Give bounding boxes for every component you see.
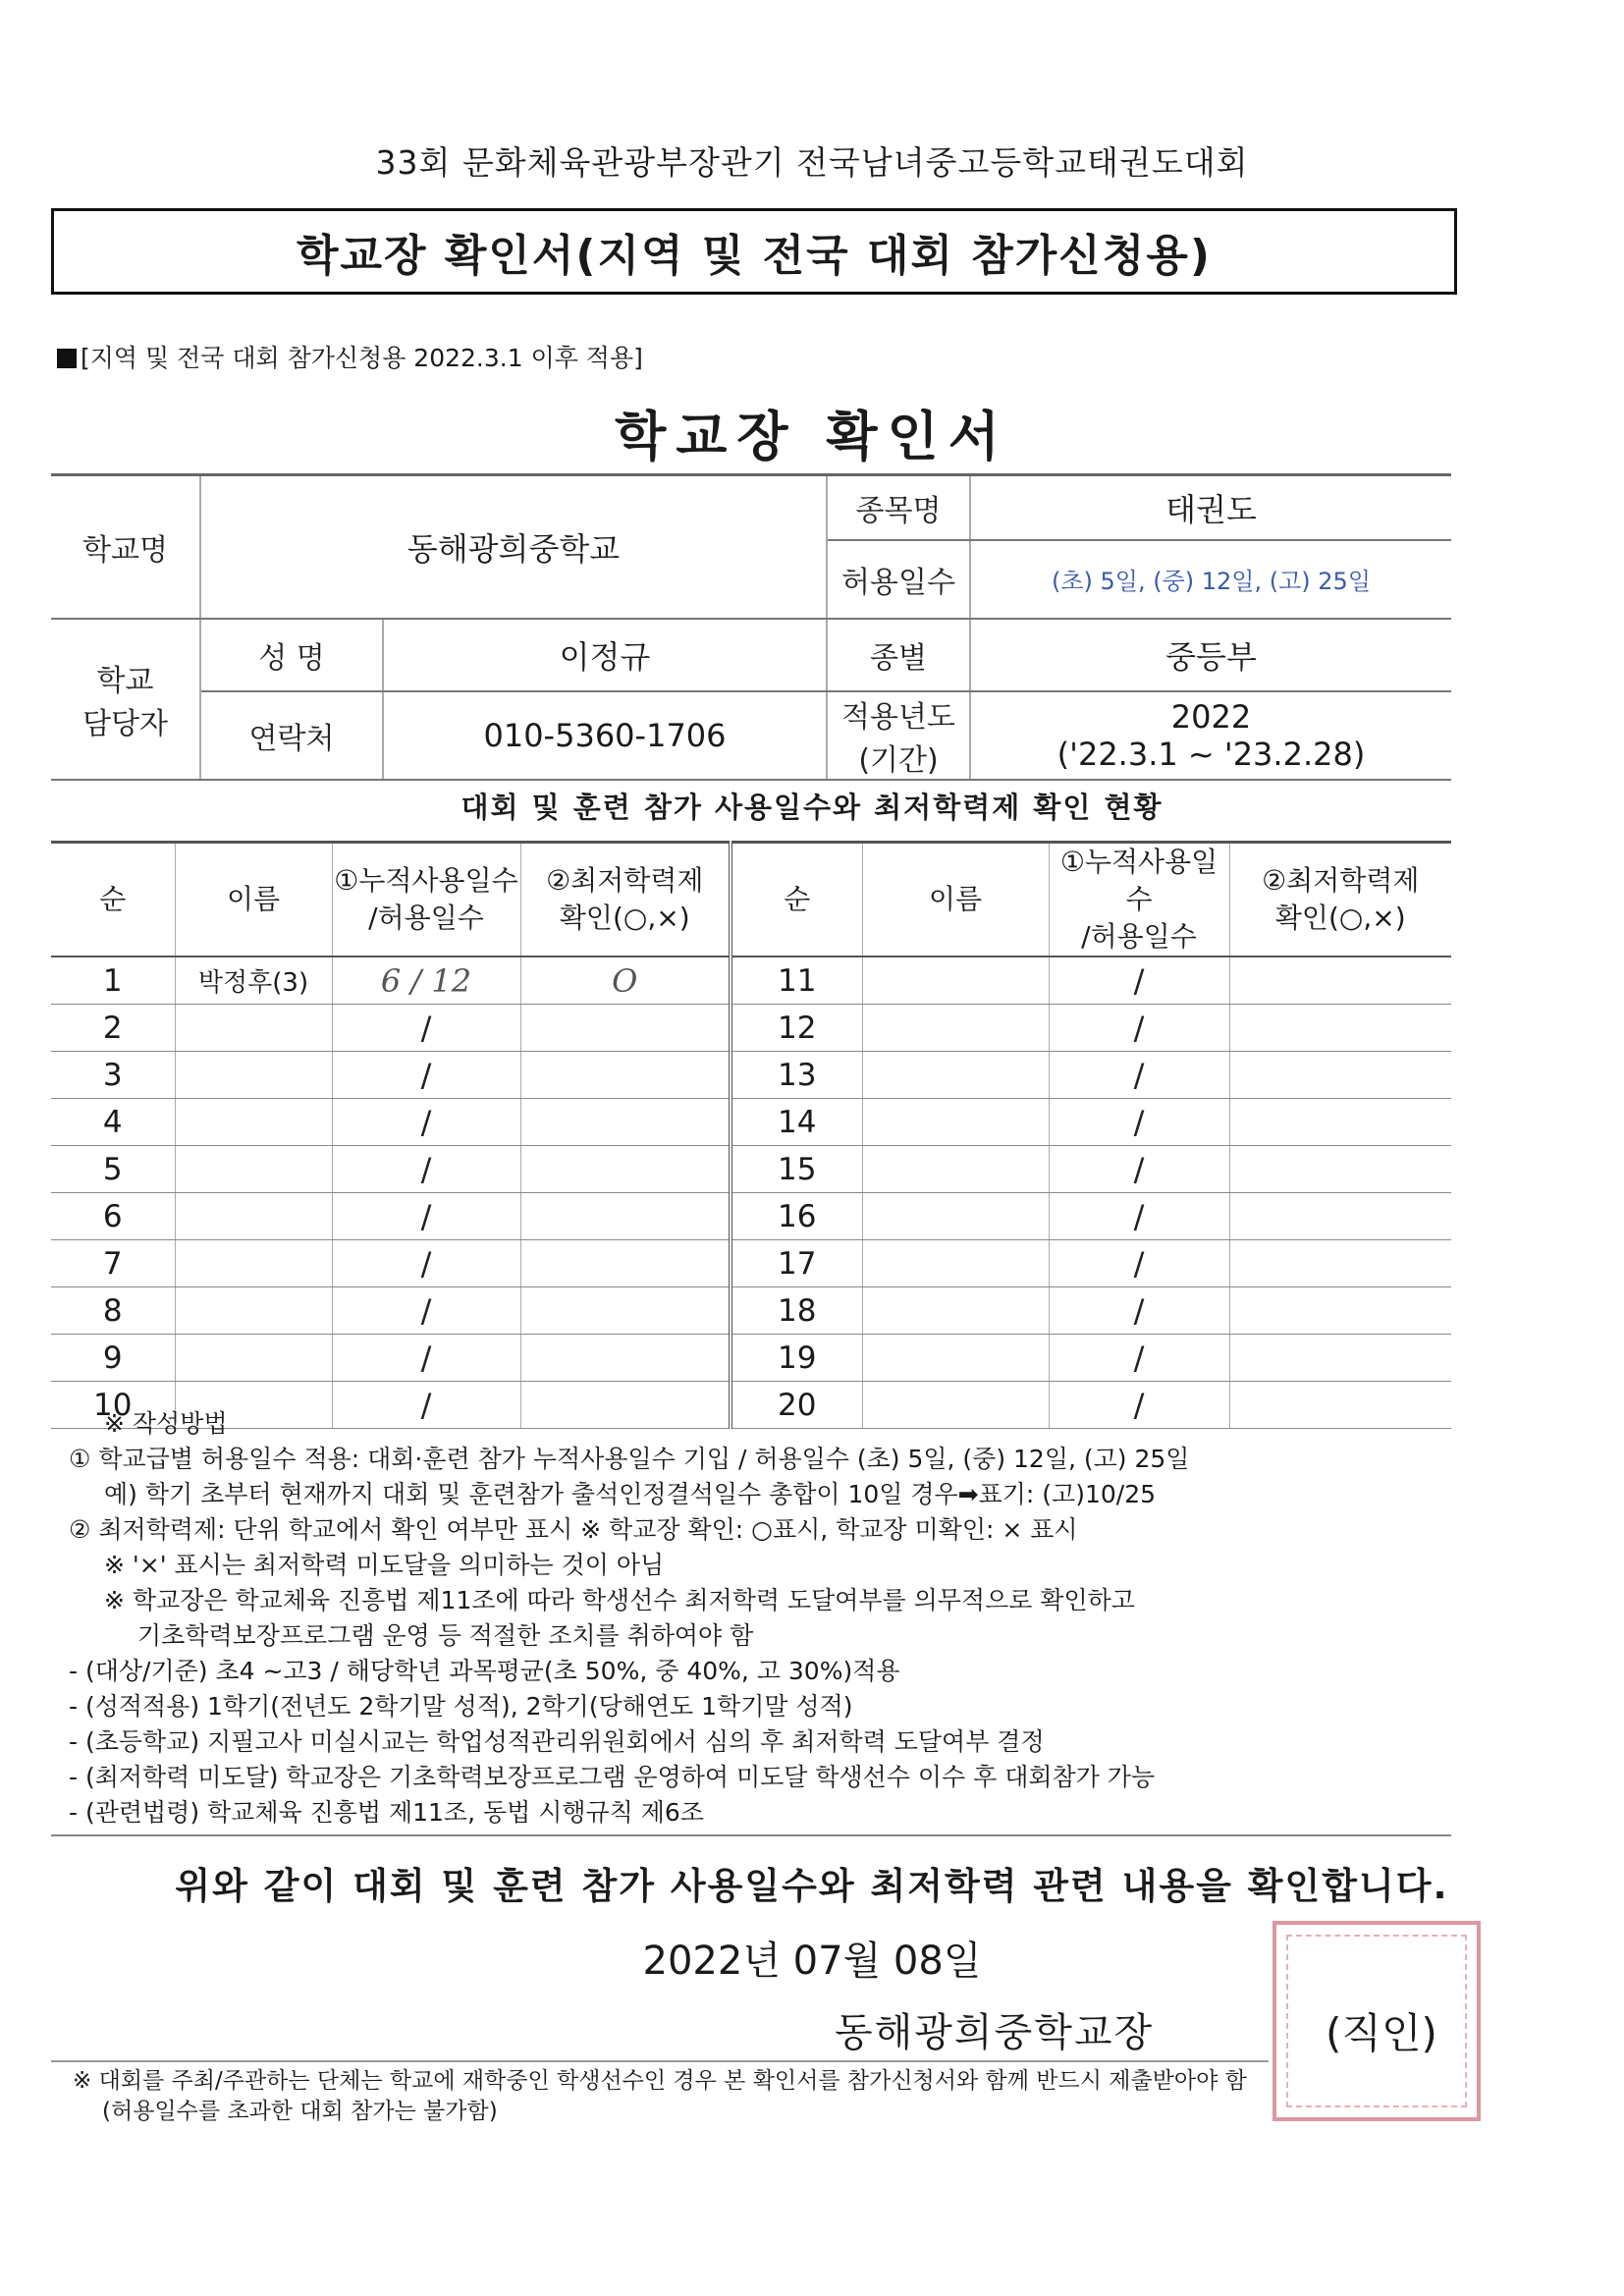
note-item: ※ 학교장은 학교체육 진흥법 제11조에 따라 학생선수 최저학력 도달여부를 의무적으로 확인하고 bbox=[104, 1586, 1135, 1614]
achievement-check-left bbox=[520, 1240, 731, 1287]
principal-name: 동해광희중학교장 bbox=[835, 2010, 1155, 2055]
row-number-left: 9 bbox=[51, 1335, 175, 1382]
table-row bbox=[51, 1052, 1451, 1099]
usage-days-left: / bbox=[332, 1146, 520, 1193]
student-name-left bbox=[175, 1193, 332, 1240]
row-number-left: 8 bbox=[51, 1287, 175, 1335]
division-value: 중등부 bbox=[970, 619, 1451, 691]
usage-days-right: / bbox=[1049, 1146, 1229, 1193]
usage-days-left: / bbox=[332, 1052, 520, 1099]
usage-days-left: 6 / 12 bbox=[332, 957, 520, 1005]
row-number-left: 3 bbox=[51, 1052, 175, 1099]
allowed-days-label: 허용일수 bbox=[827, 540, 970, 619]
student-name-left bbox=[175, 1240, 332, 1287]
achievement-check-right bbox=[1229, 1335, 1451, 1382]
student-name-left bbox=[175, 1052, 332, 1099]
header-no-left: 순 bbox=[51, 843, 175, 957]
usage-days-right: / bbox=[1049, 957, 1229, 1005]
issue-date: 2022년 07월 08일 bbox=[642, 1939, 982, 1984]
apply-year-label-line1: 적용년도 bbox=[841, 699, 955, 735]
row-number-right: 20 bbox=[731, 1382, 862, 1429]
row-number-left: 7 bbox=[51, 1240, 175, 1287]
usage-days-left: / bbox=[332, 1287, 520, 1335]
header-achievement-left bbox=[520, 843, 731, 957]
contact-person-label bbox=[51, 619, 200, 780]
sport-value: 태권도 bbox=[970, 475, 1451, 540]
allowed-days-value: (초) 5일, (중) 12일, (고) 25일 bbox=[970, 540, 1451, 619]
school-label: 학교명 bbox=[51, 475, 200, 619]
usage-days-right: / bbox=[1049, 1335, 1229, 1382]
achievement-check-left bbox=[520, 1287, 731, 1335]
header-ach-line1: ②최저학력제 bbox=[546, 864, 704, 897]
phone-label: 연락처 bbox=[200, 691, 383, 780]
student-name-right bbox=[862, 1287, 1049, 1335]
note-item: ② 최저학력제: 단위 학교에서 확인 여부만 표시 ※ 학교장 확인: ○표시, 학교장 미확인: × 표시 bbox=[69, 1515, 1078, 1544]
table-row bbox=[51, 1335, 1451, 1382]
sport-label: 종목명 bbox=[827, 475, 970, 540]
table-row bbox=[51, 1287, 1451, 1335]
note-item: ※ '×' 표시는 최저학력 미도달을 의미하는 것이 아님 bbox=[104, 1551, 665, 1579]
usage-days-left: / bbox=[332, 1240, 520, 1287]
achievement-check-right bbox=[1229, 1052, 1451, 1099]
student-name-left bbox=[175, 1005, 332, 1052]
achievement-check-right bbox=[1229, 1193, 1451, 1240]
application-note bbox=[57, 339, 643, 374]
header-days-line2: /허용일수 bbox=[1081, 920, 1197, 953]
achievement-check-left bbox=[520, 1005, 731, 1052]
table-row bbox=[51, 1193, 1451, 1240]
row-number-right: 17 bbox=[731, 1240, 862, 1287]
student-name-right bbox=[862, 1146, 1049, 1193]
contact-label-line1: 학교 bbox=[96, 663, 154, 698]
achievement-check-right bbox=[1229, 957, 1451, 1005]
usage-days-right: / bbox=[1049, 1099, 1229, 1146]
student-name-right bbox=[862, 1335, 1049, 1382]
row-number-right: 14 bbox=[731, 1099, 862, 1146]
achievement-check-right bbox=[1229, 1287, 1451, 1335]
row-number-right: 11 bbox=[731, 957, 862, 1005]
header-name-left: 이름 bbox=[175, 843, 332, 957]
name-value: 이정규 bbox=[383, 619, 827, 691]
achievement-check-right bbox=[1229, 1146, 1451, 1193]
student-name-right bbox=[862, 1005, 1049, 1052]
row-number-right: 12 bbox=[731, 1005, 862, 1052]
header-days-left bbox=[332, 843, 520, 957]
achievement-check-right bbox=[1229, 1005, 1451, 1052]
usage-days-left: / bbox=[332, 1193, 520, 1240]
footnote-line1: ※ 대회를 주최/주관하는 단체는 학교에 재학중인 학생선수인 경우 본 확인서를 참가신청서와 함께 반드시 제출받아야 함 bbox=[73, 2068, 1247, 2094]
note-item: - (대상/기준) 초4 ~고3 / 해당학년 과목평균(초 50%, 중 40%, 고 30%)적용 bbox=[69, 1657, 900, 1685]
note-item: - (관련법령) 학교체육 진흥법 제11조, 동법 시행규칙 제6조 bbox=[69, 1798, 704, 1827]
name-label: 성 명 bbox=[200, 619, 383, 691]
table-row bbox=[51, 1240, 1451, 1287]
event-title: 33회 문화체육관광부장관기 전국남녀중고등학교태권도대회 bbox=[375, 143, 1249, 182]
apply-year-value bbox=[970, 691, 1451, 780]
header-ach-line2: 확인(○,×) bbox=[559, 902, 690, 934]
phone-value: 010-5360-1706 bbox=[383, 691, 827, 780]
note-item: 예) 학기 초부터 현재까지 대회 및 훈련참가 출석인정결석일수 총합이 10일 경우➡표기: (고)10/25 bbox=[104, 1480, 1157, 1508]
row-number-left: 4 bbox=[51, 1099, 175, 1146]
notes-heading: ※ 작성방법 bbox=[104, 1409, 228, 1438]
achievement-check-left bbox=[520, 1052, 731, 1099]
row-number-right: 18 bbox=[731, 1287, 862, 1335]
usage-days-right: / bbox=[1049, 1005, 1229, 1052]
apply-year-value-line2: ('22.3.1 ~ '23.2.28) bbox=[1056, 735, 1366, 773]
row-number-right: 19 bbox=[731, 1335, 862, 1382]
header-no-right: 순 bbox=[731, 843, 862, 957]
header-days-line2: /허용일수 bbox=[368, 902, 484, 934]
application-note-text: [지역 및 전국 대회 참가신청용 2022.3.1 이후 적용] bbox=[81, 344, 643, 372]
row-number-right: 16 bbox=[731, 1193, 862, 1240]
student-name-right bbox=[862, 957, 1049, 1005]
confirmation-statement: 위와 같이 대회 및 훈련 참가 사용일수와 최저학력 관련 내용을 확인합니다. bbox=[175, 1865, 1449, 1907]
section-title: 대회 및 훈련 참가 사용일수와 최저학력제 확인 현황 bbox=[460, 791, 1164, 824]
header-days-line1: ①누적사용일수 bbox=[1059, 846, 1218, 915]
division-label: 종별 bbox=[827, 619, 970, 691]
usage-days-left: / bbox=[332, 1005, 520, 1052]
header-ach-line2: 확인(○,×) bbox=[1274, 902, 1406, 934]
note-item: - (최저학력 미도달) 학교장은 기초학력보장프로그램 운영하여 미도달 학생선수 이수 후 대회참가 가능 bbox=[69, 1763, 1156, 1791]
header-name-right: 이름 bbox=[862, 843, 1049, 957]
usage-days-left: / bbox=[332, 1099, 520, 1146]
table-row bbox=[51, 1099, 1451, 1146]
apply-year-label bbox=[827, 691, 970, 780]
footnote-line2: (허용일수를 초과한 대회 참가는 불가함) bbox=[102, 2099, 498, 2124]
usage-days-right: / bbox=[1049, 1052, 1229, 1099]
usage-days-left: / bbox=[332, 1335, 520, 1382]
apply-year-label-line2: (기간) bbox=[858, 742, 939, 778]
student-name-left bbox=[175, 1146, 332, 1193]
square-bullet-icon bbox=[57, 349, 77, 368]
form-title-box bbox=[51, 208, 1457, 295]
writing-instructions bbox=[69, 1406, 1463, 1831]
student-name-right bbox=[862, 1193, 1049, 1240]
achievement-check-left: O bbox=[520, 957, 731, 1005]
table-row bbox=[51, 1005, 1451, 1052]
achievement-check-right bbox=[1229, 1099, 1451, 1146]
table-row bbox=[51, 957, 1451, 1005]
form-title: 학교장 확인서(지역 및 전국 대회 참가신청용) bbox=[297, 231, 1212, 281]
footnote bbox=[73, 2066, 1247, 2127]
document-title: 학교장 확인서 bbox=[615, 406, 1009, 467]
table-row bbox=[51, 1146, 1451, 1193]
row-number-left: 5 bbox=[51, 1146, 175, 1193]
note-item: ① 학교급별 허용일수 적용: 대회·훈련 참가 누적사용일수 기입 / 허용일수 (초) 5일, (중) 12일, (고) 25일 bbox=[69, 1445, 1190, 1473]
student-name-left bbox=[175, 1287, 332, 1335]
usage-days-left: / bbox=[332, 1382, 520, 1429]
row-number-left: 1 bbox=[51, 957, 175, 1005]
divider-line bbox=[51, 2060, 1269, 2062]
student-name-right bbox=[862, 1052, 1049, 1099]
usage-days-right: / bbox=[1049, 1193, 1229, 1240]
row-number-left: 10 bbox=[51, 1382, 175, 1429]
achievement-check-right bbox=[1229, 1240, 1451, 1287]
usage-days-right: / bbox=[1049, 1240, 1229, 1287]
contact-label-line2: 담당자 bbox=[82, 706, 168, 741]
note-item: 기초학력보장프로그램 운영 등 적절한 조치를 취하여야 함 bbox=[137, 1621, 754, 1650]
student-name-right bbox=[862, 1240, 1049, 1287]
student-name-left bbox=[175, 1099, 332, 1146]
header-days-right bbox=[1049, 843, 1229, 957]
achievement-check-left bbox=[520, 1099, 731, 1146]
school-value: 동해광희중학교 bbox=[200, 475, 827, 619]
header-ach-line1: ②최저학력제 bbox=[1262, 864, 1420, 897]
note-item: - (초등학교) 지필고사 미실시교는 학업성적관리위원회에서 심의 후 최저학력 도달여부 결정 bbox=[69, 1727, 1045, 1756]
note-item: - (성적적용) 1학기(전년도 2학기말 성적), 2학기(당해연도 1학기말 성적) bbox=[69, 1692, 853, 1721]
info-table bbox=[51, 473, 1451, 781]
row-number-right: 15 bbox=[731, 1146, 862, 1193]
row-number-right: 13 bbox=[731, 1052, 862, 1099]
achievement-check-left bbox=[520, 1335, 731, 1382]
row-number-left: 6 bbox=[51, 1193, 175, 1240]
usage-table bbox=[51, 841, 1451, 1429]
apply-year-value-line1: 2022 bbox=[1170, 697, 1252, 736]
usage-days-right: / bbox=[1049, 1287, 1229, 1335]
seal-label: (직인) bbox=[1326, 2009, 1437, 2057]
usage-days-right: / bbox=[1049, 1382, 1229, 1429]
student-name-right bbox=[862, 1099, 1049, 1146]
student-name-left: 박정후(3) bbox=[175, 957, 332, 1005]
row-number-left: 2 bbox=[51, 1005, 175, 1052]
achievement-check-left bbox=[520, 1146, 731, 1193]
student-name-left bbox=[175, 1335, 332, 1382]
header-days-line1: ①누적사용일수 bbox=[334, 864, 518, 897]
achievement-check-left bbox=[520, 1193, 731, 1240]
divider-line bbox=[51, 1834, 1451, 1836]
header-achievement-right bbox=[1229, 843, 1451, 957]
